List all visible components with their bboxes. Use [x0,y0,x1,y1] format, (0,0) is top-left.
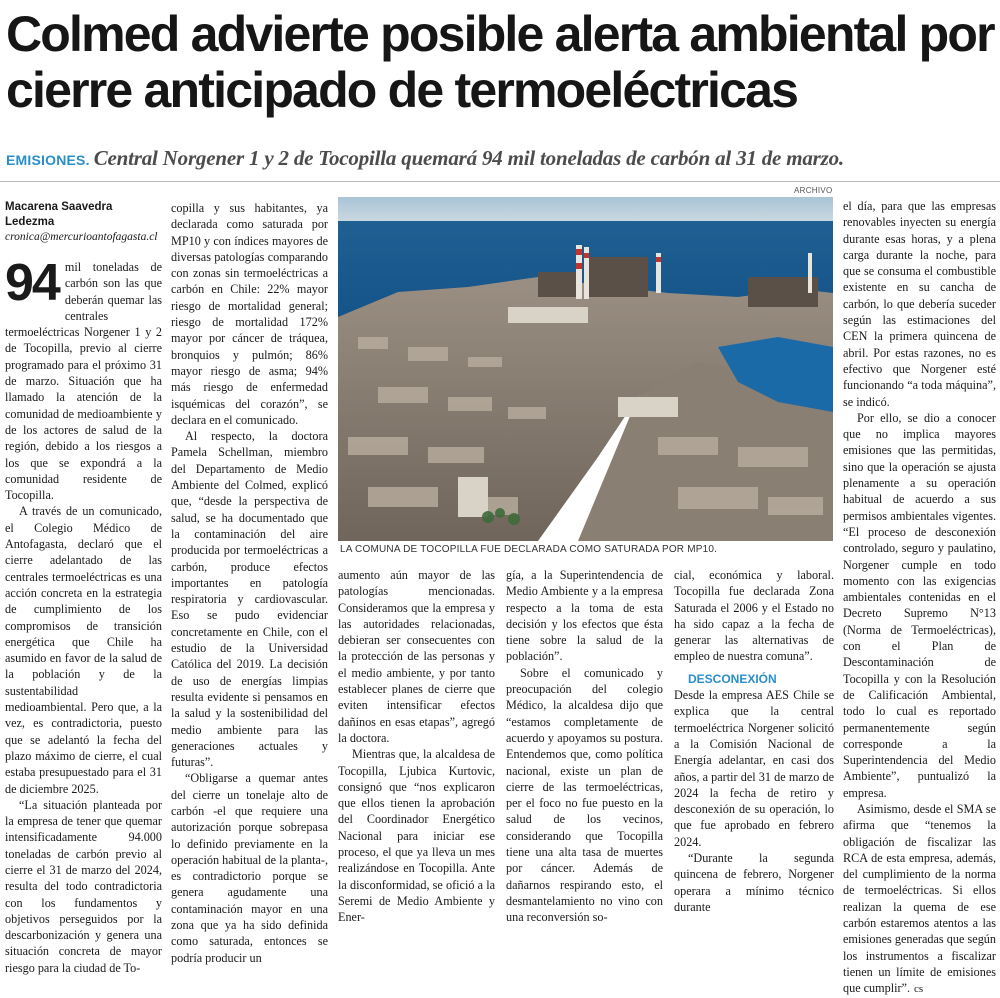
drop-number: 94 [5,254,59,312]
paragraph: cial, económica y laboral. Tocopilla fue declarada Zona Saturada el 2006 y el Estado no ha sido capaz a la fecha de generar las alternativas de empleo de nuestra comuna”. [674,568,834,664]
paragraph: “Durante la segunda quincena de febrero, Norgener operara a mínimo técnico durante [674,851,834,914]
byline-email[interactable]: cronica@mercurioantofagasta.cl [5,231,158,243]
paragraph: Sobre el comunicado y preocupación del colegio Médico, la alcaldesa dijo que “estamos completamente de acuerdo y apoyamos su postura. Entendemos que, como política nacional, existe un plan de cierre de las termoeléctricas, per el foco no fue puesto en la salud de los vecinos, considerando que Tocopilla tiene una alta tasa de muertes por cáncer. Además de dañarnos respirando esto, el desmantelamiento no vino con una reconversión so- [506,665,663,925]
paragraph: aumento aún mayor de las patologías mencionadas. Consideramos que la empresa y las autoridades relacionadas, debieran ser consecuentes con la protección de las personas y el medio ambiente, y por tanto establecer planes de cierre que eviten intensificar efectos dañinos en esas etapas”, agregó la doctora. [338,568,495,745]
paragraph [5,254,162,503]
column-3 [338,567,495,926]
paragraph [843,801,996,998]
column-4 [506,567,663,926]
kicker: EMISIONES. [6,152,90,168]
header-divider [0,181,1000,182]
paragraph-text: mil toneladas de carbón son las que deberán quemar las centrales termoeléctricas Norgener 1 y 2 de Tocopilla, previo al cierre programado para el próximo 31 de marzo. Situación que ha llamado la atención de la comunidad de medioambiente y de los actores de salud de la región, debido a los riesgos a los que se expondrá a la comunidad residente de Tocopilla. [5,260,162,503]
paragraph: gía, a la Superintendencia de Medio Ambiente y a la empresa respecto a la toma de esta decisión y los efectos que ésta tiene sobre la salud de la población”. [506,568,663,664]
photo-caption: LA COMUNA DE TOCOPILLA FUE DECLARADA COMO SATURADA POR MP10. [340,544,718,555]
paragraph: Por ello, se dio a conocer que no implica mayores emisiones que las permitidas, sino que la operación se ajusta plenamente a su operación habitual de acuerdo a sus permisos ambientales vigentes. “El proceso de desconexión controlado, seguro y paulatino, Norgener cumple en todo momento con las exigencias ambientales contenidas en el Decreto Supremo N°13 (Norma de Termoeléctricas), con el Plan de Descontaminación de Tocopilla y con la Resolución de Calificación Ambiental, todo lo cual es reportado permanentemente según corresponde a la Superintendencia del Medio Ambiente”, puntualizó la empresa. [843,410,996,800]
paragraph: el día, para que las empresas renovables inyecten su energía durante esas horas, y a plena carga durante la noche, para que se consuma el combustible existente en su cancha de carbón, lo que debería suceder según las estimaciones del CEN la primera quincena de abril. Por estas razones, no es efectivo que Norgener esté funcionando “a toda máquina”, se indicó. [843,199,996,409]
end-mark: cs [914,983,924,996]
paragraph: “La situación planteada por la empresa de tener que quemar intensificadamente 94.000 toneladas de carbón previo al cierre el 31 de marzo del 2024, resulta del todo contradictoria con los fundamentos y objetivos perseguidos por la descarbonización y genera una situación concreta de mayor riesgo para la ciudad de To- [5,797,162,975]
subtitle: Central Norgener 1 y 2 de Tocopilla quemará 94 mil toneladas de carbón al 31 de marzo. [93,146,844,170]
paragraph: “Obligarse a quemar antes del cierre un tonelaje alto de carbón -el que requiere una autorización porque sobrepasa lo definido previamente en la operación habitual de la planta-, es contradictorio porque se genera agudamente una contaminación mayor en una zona que ya ha sido definida como saturada, entonces se podría producir un [171,771,328,965]
column-2 [171,200,328,966]
deck [6,146,996,171]
paragraph: Desde la empresa AES Chile se explica que la central termoeléctrica Norgener solicitó a la Comisión Nacional de Energía adelantar, en casi dos años, a partir del 31 de marzo de 2024 la fecha de retiro y desconexión de su operación, lo que fue aprobado en febrero 2024. [674,688,834,849]
byline-author: Macarena Saavedra Ledezma [5,201,113,228]
column-5 [674,567,834,915]
photo-credit: ARCHIVO [794,186,833,195]
paragraph: Mientras que, la alcaldesa de Tocopilla, Ljubica Kurtovic, consignó que “nos explicaron que ellos tienen la aprobación del Coordinador Energético Nacional para iniciar ese proceso, el que ya lleva un mes realizándose en Tocopilla. Ante la disconformidad, se ofició a la Seremi de Medio Ambiente y Ener- [338,747,495,925]
paragraph-text: Asimismo, desde el SMA se afirma que “tenemos la obligación de fiscalizar las RCA de esta empresa, además, del cumplimiento de la norma de termoeléctricas. Si ellos realizan la quema de ese carbón estaremos atentos a las emisiones generadas que según los instrumentos a fiscalizar tienen un límite de emisiones que cumplir”. [843,801,996,996]
tocopilla-photo [338,197,833,541]
column-6 [843,198,996,998]
headline: Colmed advierte posible alerta ambiental por cierre anticipado de termoeléctricas [6,6,994,118]
section-heading: DESCONEXIÓN [688,671,777,686]
paragraph: Al respecto, la doctora Pamela Schellman, miembro del Departamento de Medio Ambiente del Colmed, explicó que, “desde la perspectiva de salud, se ha documentado que la contaminación del aire producida por termoeléctricas a carbón, produce efectos importantes en patología respiratoria y cardiovascular. Eso se pudo evidenciar concretamente en Chile, con el estudio de la Universidad Católica del 2019. La decisión de uso de energías limpias resulta evidente si pensamos en la salud y la sostenibilidad del medio ambiente para las generaciones actuales y futuras”. [171,429,328,770]
city-coast-illustration [338,197,833,541]
paragraph: A través de un comunicado, el Colegio Médico de Antofagasta, declaró que el cierre adelantado de las centrales termoeléctricas es una acción concreta en la estrategia de cumplimiento de los compromisos de transición energética que Chile ha asumido en favor de la salud de la población y de la sustentabilidad medioambiental. Pero que, a la vez, es contradictoria, puesto que se adelantó la fecha del plazo máximo de cierre, el cual estaba presupuestado para el 31 de diciembre 2025. [5,504,162,796]
column-1 [5,200,162,976]
paragraph: copilla y sus habitantes, ya declarada como saturada por MP10 y con índices mayores de diversas patologías comparando con zonas sin termoeléctricas a carbón en Chile: 22% mayor riesgo de mortalidad general; riesgo de mortalidad 172% mayor por cáncer de tráquea, bronquios y pulmón; 86% mayor riesgo de asma; 94% más riesgo de enfermedad isquémicas del corazón”, se declara en el comunicado. [171,201,328,427]
